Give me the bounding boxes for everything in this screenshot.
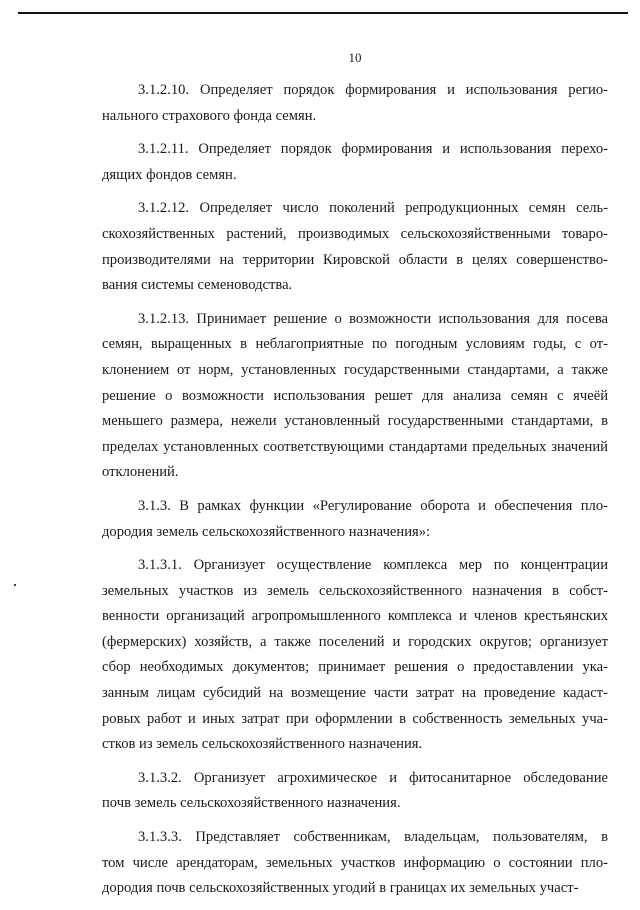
text-line: производителями на территории Кировской области в целях совершенство-	[102, 251, 608, 268]
text-line: 3.1.2.10. Определяет порядок формирования и использования регио-	[138, 82, 608, 98]
text-line: стков из земель сельскохозяйственного назначения.	[102, 736, 423, 753]
paragraph	[102, 553, 608, 758]
page-number: 10	[348, 50, 362, 65]
paragraph	[102, 825, 608, 902]
text-line: 3.1.2.12. Определяет число поколений репродукционных семян сель-	[138, 200, 608, 217]
text-line: 3.1.3.2. Организует агрохимическое и фитосанитарное обследование	[138, 769, 608, 786]
text-line: 3.1.2.11. Определяет порядок формирования и использования перехо-	[138, 141, 608, 158]
text-line: ровых работ и иных затрат при оформлении в собственность земельных уча-	[102, 710, 608, 727]
top-rule	[18, 12, 628, 14]
text-line: сбор необходимых документов; принимает решения о предоставлении ука-	[102, 659, 608, 676]
paragraph	[102, 307, 608, 486]
text-line: (фермерских) хозяйств, а также поселений и городских округов; организует	[102, 633, 608, 650]
paragraph	[102, 766, 608, 817]
text-line: 3.1.3. В рамках функции «Регулирование оборота и обеспечения пло-	[138, 497, 608, 514]
text-line: решение о возможности использования решет для анализа семян с ячеёй	[102, 387, 608, 404]
text-line: венности организаций агропромышленного комплекса и членов крестьянских	[102, 608, 608, 625]
paragraph	[102, 137, 608, 188]
text-line: 3.1.3.1. Организует осуществление комплекса мер по концентрации	[138, 557, 608, 574]
paragraph	[102, 78, 608, 129]
paragraph	[102, 196, 608, 298]
margin-mark	[14, 584, 16, 586]
text-line: семян, выращенных в неблагоприятные по погодным условиям годы, с от-	[102, 336, 608, 353]
text-line: занным лицам субсидий на возмещение части затрат на проведение кадаст-	[102, 685, 608, 702]
text-line: том числе арендаторам, земельных участков информацию о состоянии пло-	[102, 854, 608, 871]
text-line: отклонений.	[102, 464, 179, 481]
text-line: земельных участков из земель сельскохозяйственного назначения в собст-	[102, 582, 608, 599]
text-line: дородия почв сельскохозяйственных угодий в границах их земельных участ-	[102, 880, 579, 897]
text-line: меньшего размера, нежели установленный государственными стандартами, в	[102, 413, 608, 430]
text-line: 3.1.3.3. Представляет собственникам, владельцам, пользователям, в	[138, 829, 608, 846]
text-line: пределах установленных соответствующими стандартами предельных значений	[102, 438, 608, 455]
text-line: почв земель сельскохозяйственного назначения.	[102, 795, 401, 812]
text-line: клонением от норм, установленных государственными стандартами, а также	[102, 361, 608, 378]
document-body	[102, 78, 608, 910]
text-line: дородия земель сельскохозяйственного назначения»:	[102, 523, 431, 540]
text-line: нального страхового фонда семян.	[102, 107, 317, 124]
paragraph	[102, 494, 608, 545]
text-line: дящих фондов семян.	[102, 166, 237, 183]
text-line: 3.1.2.13. Принимает решение о возможности использования для посева	[138, 310, 608, 327]
text-line: вания системы семеноводства.	[102, 277, 293, 294]
text-line: скохозяйственных растений, производимых сельскохозяйственными товаро-	[102, 225, 608, 242]
